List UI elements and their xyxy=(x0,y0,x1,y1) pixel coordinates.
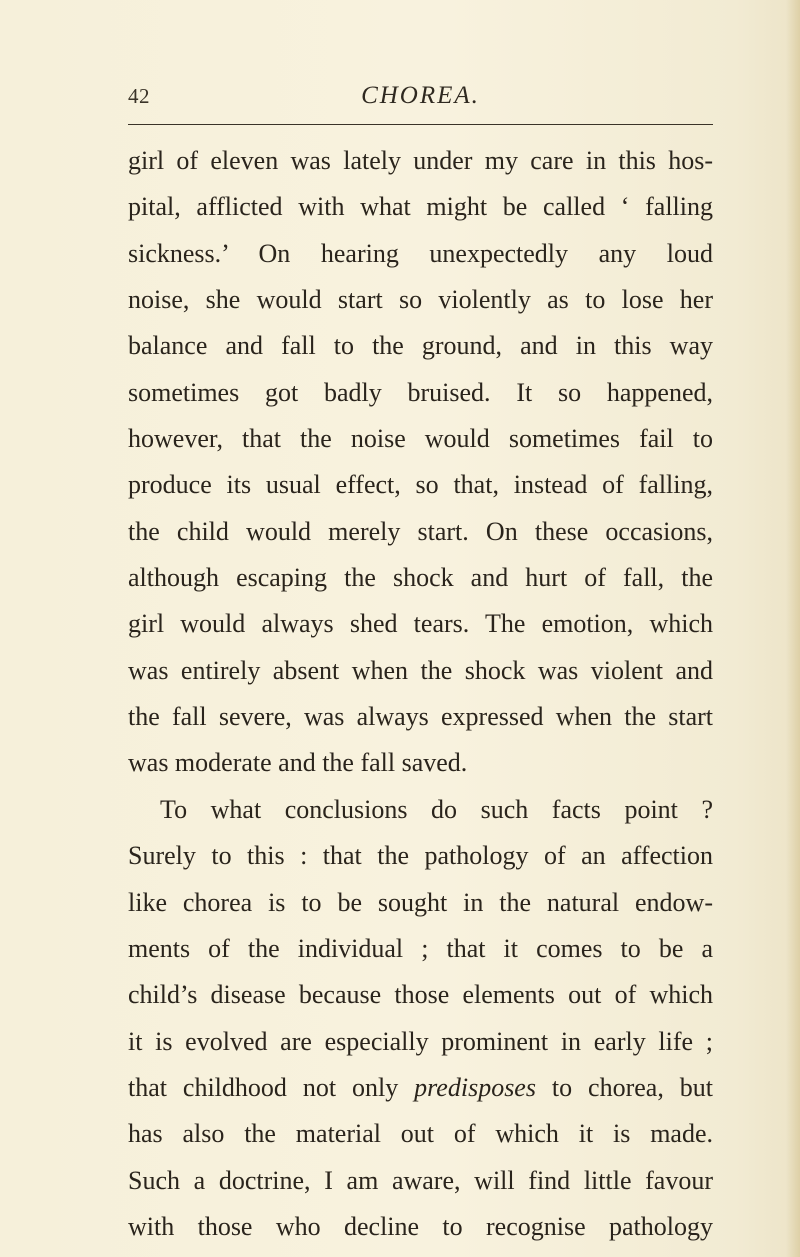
text-line: although escaping the shock and hurt of fall, the xyxy=(128,563,713,593)
text-line: Surely to this : that the pathology of an affection xyxy=(128,841,713,871)
text-line: sickness.’ On hearing unexpectedly any loud xyxy=(128,238,713,268)
paragraph-first-line: To what conclusions do such facts point ? xyxy=(160,794,713,824)
page-edge-shadow xyxy=(786,0,800,1257)
body-text xyxy=(128,138,713,1250)
text-line: child’s disease because those elements out of which xyxy=(128,980,713,1010)
text-line: the child would merely start. On these occasions, xyxy=(128,516,713,546)
text-line: like chorea is to be sought in the natural endow- xyxy=(128,887,713,917)
running-title: CHOREA. xyxy=(361,82,480,109)
header-rule xyxy=(128,124,713,125)
text-line: was entirely absent when the shock was violent and xyxy=(128,655,713,685)
text-line: noise, she would start so violently as to lose her xyxy=(128,285,713,315)
text-line: the fall severe, was always expressed when the start xyxy=(128,702,713,732)
text-line: ments of the individual ; that it comes to be a xyxy=(128,933,713,963)
text-line: balance and fall to the ground, and in this way xyxy=(128,331,713,361)
paragraph-end-line: was moderate and the fall saved. xyxy=(128,748,468,778)
text-line: pital, afflicted with what might be called ‘ falling xyxy=(128,192,713,222)
italic-word: predisposes xyxy=(414,1072,536,1102)
text-line: it is evolved are especially prominent in early life ; xyxy=(128,1026,713,1056)
text-line-with-italic xyxy=(128,1065,713,1111)
text-line: however, that the noise would sometimes fail to xyxy=(128,424,713,454)
text-line: girl would always shed tears. The emotion, which xyxy=(128,609,713,639)
text-line: girl of eleven was lately under my care in this hos- xyxy=(128,146,713,175)
page-number: 42 xyxy=(128,84,150,108)
line-text-after-italic: to chorea, but xyxy=(535,1072,713,1102)
text-line: sometimes got badly bruised. It so happened, xyxy=(128,377,713,407)
text-line: with those who decline to recognise pathology xyxy=(128,1211,713,1241)
text-line: Such a doctrine, I am aware, will find little favour xyxy=(128,1165,713,1195)
text-line: produce its usual effect, so that, instead of falling, xyxy=(128,470,713,500)
line-text-before-italic: that childhood not only xyxy=(128,1072,415,1102)
running-head xyxy=(128,84,713,118)
text-line: has also the material out of which it is made. xyxy=(128,1119,713,1149)
